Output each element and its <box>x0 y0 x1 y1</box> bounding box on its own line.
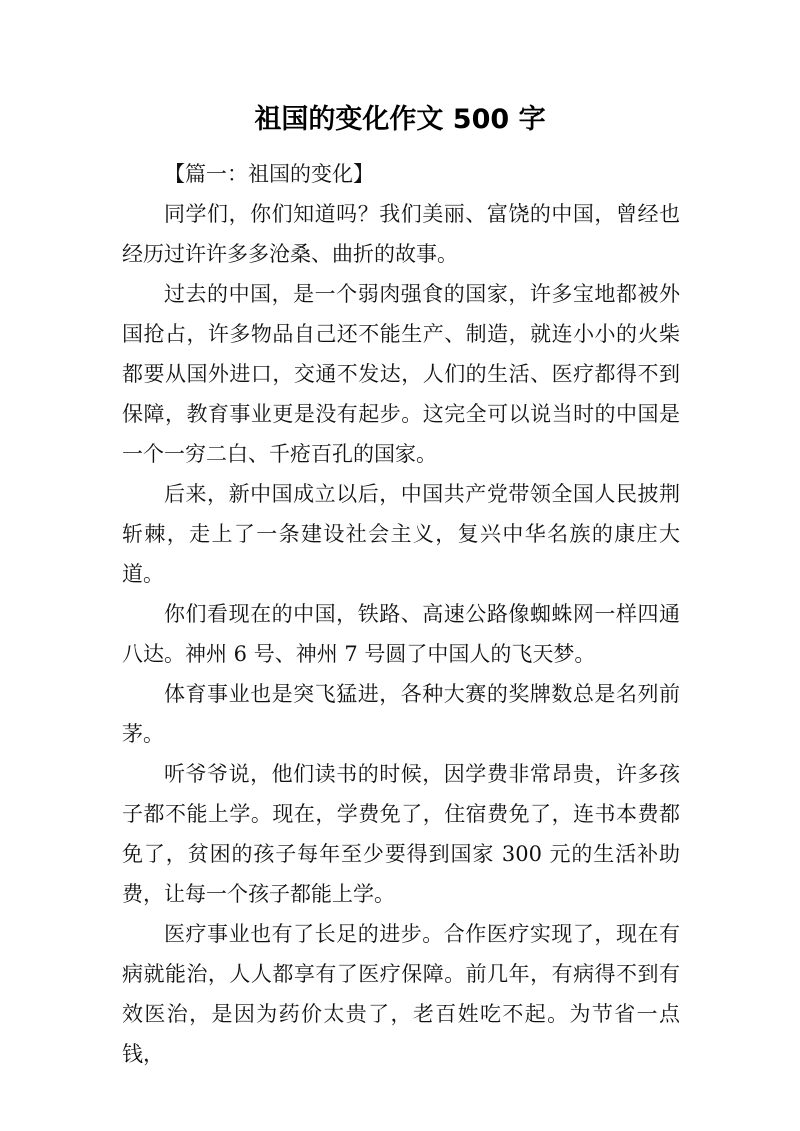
section-heading: 【篇一：祖国的变化】 <box>164 162 374 186</box>
paragraph: 听爷爷说，他们读书的时候，因学费非常昂贵，许多孩子都不能上学。现在，学费免了，住宿费免了，连书本费都免了，贫困的孩子每年至少要得到国家 300 元的生活补助费，让每一个孩子都能上学。 <box>122 762 680 906</box>
paragraph: 体育事业也是突飞猛进，各种大赛的奖牌数总是名列前茅。 <box>122 682 680 746</box>
document-title: 祖国的变化作文 500 字 <box>254 104 546 135</box>
paragraph: 同学们，你们知道吗？我们美丽、富饶的中国，曾经也经历过许许多多沧桑、曲折的故事。 <box>122 202 680 266</box>
paragraph: 后来，新中国成立以后，中国共产党带领全国人民披荆斩棘，走上了一条建设社会主义，复兴中华名族的康庄大道。 <box>122 482 680 586</box>
paragraph: 你们看现在的中国，铁路、高速公路像蜘蛛网一样四通八达。神州 6 号、神州 7 号圆了中国人的飞天梦。 <box>122 602 680 666</box>
paragraph: 医疗事业也有了长足的进步。合作医疗实现了，现在有病就能治，人人都享有了医疗保障。前几年，有病得不到有效医治，是因为药价太贵了，老百姓吃不起。为节省一点钱， <box>122 922 680 1066</box>
document-body <box>122 154 680 1074</box>
paragraph: 过去的中国，是一个弱肉强食的国家，许多宝地都被外国抢占，许多物品自己还不能生产、制造，就连小小的火柴都要从国外进口，交通不发达，人们的生活、医疗都得不到保障，教育事业更是没有起步。这完全可以说当时的中国是一个一穷二白、千疮百孔的国家。 <box>122 282 680 466</box>
